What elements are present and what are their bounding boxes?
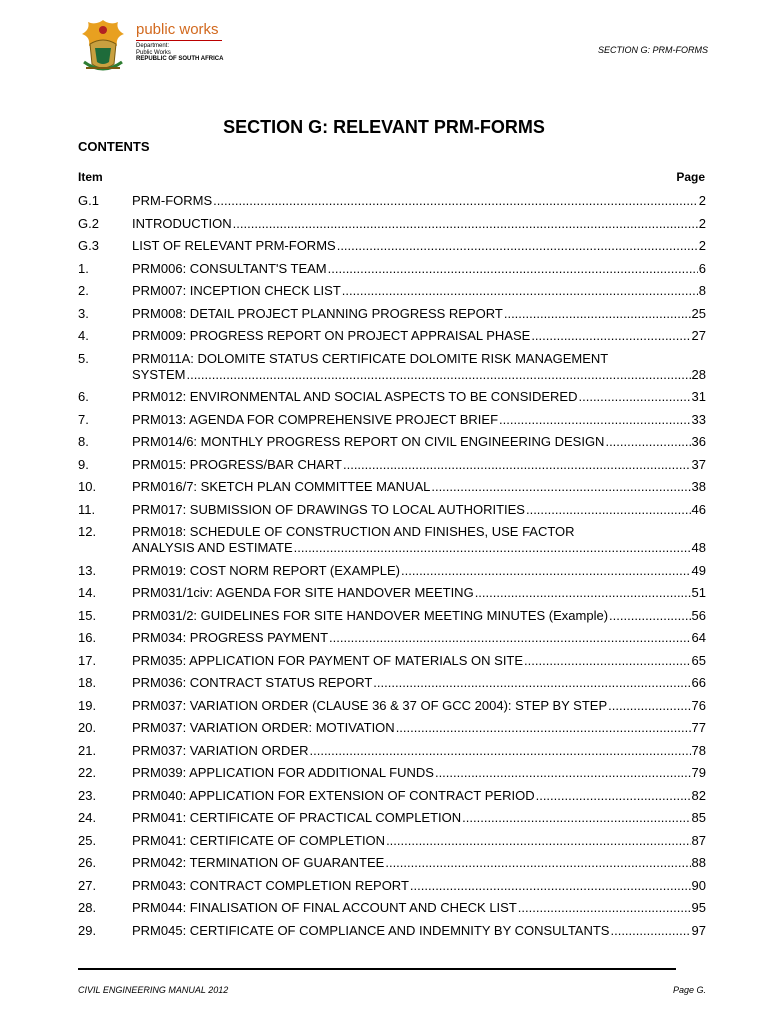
contents-label: CONTENTS (78, 139, 150, 154)
toc-entry-number: 1. (78, 260, 89, 276)
footer-manual-title: CIVIL ENGINEERING MANUAL 2012 (78, 985, 229, 995)
toc-entry-number: 4. (78, 328, 89, 343)
toc-entry[interactable] (78, 479, 706, 495)
toc-entry-title: PRM018: SCHEDULE OF CONSTRUCTION AND FINISHES, USE FACTOR (132, 524, 575, 539)
toc-entry[interactable] (78, 653, 706, 669)
dot-leader (186, 367, 690, 383)
toc-entry-page: 48 (691, 540, 706, 555)
toc-entry-title: PRM044: FINALISATION OF FINAL ACCOUNT AND CHECK LIST (132, 900, 517, 915)
toc-entry-page: 2 (698, 238, 706, 253)
page-title: SECTION G: RELEVANT PRM-FORMS (223, 117, 545, 137)
toc-entry-number: G.3 (78, 238, 99, 253)
toc-entry-title: PRM035: APPLICATION FOR PAYMENT OF MATERIALS ON SITE (132, 652, 524, 668)
toc-entry-page: 37 (691, 456, 706, 472)
coat-of-arms-icon (78, 18, 128, 74)
toc-entry-number: 12. (78, 524, 97, 539)
toc-entry-page: 77 (691, 720, 706, 735)
dot-leader (579, 389, 691, 405)
toc-entry-number: 27. (78, 877, 97, 893)
dot-leader (310, 743, 691, 759)
toc-entry-number: 28. (78, 900, 97, 915)
toc-entry-number: 10. (78, 479, 97, 494)
toc-entry[interactable] (78, 788, 706, 804)
toc-entry-title: PRM011A: DOLOMITE STATUS CERTIFICATE DOLOMITE RISK MANAGEMENT (132, 350, 609, 366)
toc-entry-title: PRM043: CONTRACT COMPLETION REPORT (132, 877, 409, 893)
toc-entry-number: 22. (78, 765, 97, 780)
item-column-header: Item (78, 170, 103, 184)
toc-entry-page: 2 (698, 215, 706, 231)
toc-entry-number: 15. (78, 607, 97, 623)
dot-leader (233, 216, 698, 232)
toc-entry-number: 17. (78, 652, 97, 668)
toc-entry-title: PRM031/1civ: AGENDA FOR SITE HANDOVER MEETING (132, 585, 474, 600)
section-label: SECTION G: PRM-FORMS (598, 45, 708, 55)
dept-line-1: Department: (136, 43, 170, 49)
toc-entry-page: 51 (691, 585, 706, 600)
toc-entry[interactable] (78, 810, 706, 826)
dot-leader (462, 810, 690, 826)
toc-entry-number: 2. (78, 283, 89, 298)
dot-leader (213, 193, 698, 209)
dot-leader (343, 457, 691, 473)
toc-entry-number: 21. (78, 742, 97, 758)
dot-leader (499, 412, 691, 428)
toc-entry-number: 18. (78, 675, 97, 690)
toc-entry-page: 76 (691, 697, 706, 713)
dot-leader (431, 479, 690, 495)
toc-entry-page: 49 (691, 562, 706, 578)
toc-entry-title: PRM015: PROGRESS/BAR CHART (132, 456, 342, 472)
toc-entry-page: 25 (691, 305, 706, 321)
toc-entry-number: 23. (78, 787, 97, 803)
toc-entry-title: PRM013: AGENDA FOR COMPREHENSIVE PROJECT BRIEF (132, 411, 499, 427)
toc-entry-page: 38 (691, 479, 706, 494)
toc-entry-title: PRM006: CONSULTANT'S TEAM (132, 260, 327, 276)
dot-leader (524, 653, 690, 669)
toc-entry-number: 29. (78, 922, 97, 938)
toc-entry-title: PRM014/6: MONTHLY PROGRESS REPORT ON CIVIL ENGINEERING DESIGN (132, 434, 605, 449)
toc-entry-page: 2 (698, 193, 706, 208)
toc-entry-number: G.2 (78, 215, 99, 231)
dot-leader (342, 283, 698, 299)
toc-entry-number: 19. (78, 697, 97, 713)
page-column-header: Page (676, 170, 705, 184)
toc-entry-title: PRM037: VARIATION ORDER (132, 742, 309, 758)
toc-entry-page: 31 (691, 389, 706, 404)
toc-entry[interactable] (78, 833, 706, 849)
dept-line-3: REPUBLIC OF SOUTH AFRICA (136, 56, 224, 62)
toc-entry-title: PRM036: CONTRACT STATUS REPORT (132, 675, 373, 690)
toc-entry-number: G.1 (78, 193, 99, 208)
toc-entry[interactable] (78, 389, 706, 405)
toc-entry[interactable] (78, 261, 706, 277)
toc-entry-title: PRM037: VARIATION ORDER (CLAUSE 36 & 37 OF GCC 2004): STEP BY STEP (132, 697, 608, 713)
toc-entry[interactable] (78, 351, 706, 383)
toc-entry-page: 88 (691, 855, 706, 870)
toc-entry[interactable] (78, 328, 706, 344)
toc-entry-page: 33 (691, 411, 706, 427)
toc-entry[interactable] (78, 878, 706, 894)
dot-leader (435, 765, 691, 781)
toc-entry-number: 14. (78, 585, 97, 600)
toc-entry-number: 20. (78, 720, 97, 735)
toc-entry-title: INTRODUCTION (132, 215, 232, 231)
toc-entry[interactable] (78, 698, 706, 714)
toc-entry-title: PRM-FORMS (132, 193, 213, 208)
toc-entry-title: PRM008: DETAIL PROJECT PLANNING PROGRESS REPORT (132, 305, 503, 321)
toc-entry[interactable] (78, 412, 706, 428)
toc-entry-title: LIST OF RELEVANT PRM-FORMS (132, 238, 336, 253)
toc-entry-page: 6 (698, 260, 706, 276)
dot-leader (373, 675, 690, 691)
toc-entry-number: 8. (78, 434, 89, 449)
toc-entry[interactable] (78, 306, 706, 322)
dot-leader (610, 923, 690, 939)
toc-entry[interactable] (78, 743, 706, 759)
dot-leader (536, 788, 691, 804)
toc-entry-title: PRM017: SUBMISSION OF DRAWINGS TO LOCAL AUTHORITIES (132, 501, 525, 517)
toc-entry-number: 11. (78, 501, 96, 517)
dot-leader (526, 502, 691, 518)
toc-entry-title-continued: ANALYSIS AND ESTIMATE (132, 540, 293, 555)
toc-entry[interactable] (78, 630, 706, 646)
toc-entry[interactable] (78, 855, 706, 871)
dept-line-2: Public Works (136, 49, 171, 56)
toc-entry[interactable] (78, 524, 706, 556)
dot-leader (475, 585, 691, 601)
toc-entry-page: 64 (691, 630, 706, 645)
toc-entry-title: PRM045: CERTIFICATE OF COMPLIANCE AND INDEMNITY BY CONSULTANTS (132, 922, 610, 938)
toc-entry-page: 95 (691, 900, 706, 915)
toc-entry-number: 7. (78, 411, 89, 427)
toc-entry-title: PRM034: PROGRESS PAYMENT (132, 630, 329, 645)
toc-entry-title: PRM041: CERTIFICATE OF PRACTICAL COMPLETION (132, 810, 462, 825)
toc-entry[interactable] (78, 675, 706, 691)
toc-entry-number: 26. (78, 855, 97, 870)
dot-leader (385, 855, 690, 871)
toc-entry-title: PRM040: APPLICATION FOR EXTENSION OF CONTRACT PERIOD (132, 787, 535, 803)
table-of-contents (78, 193, 706, 945)
toc-entry[interactable] (78, 434, 706, 450)
toc-entry-page: 85 (691, 810, 706, 825)
toc-entry-page: 28 (691, 366, 706, 382)
toc-entry-page: 46 (691, 501, 706, 517)
toc-entry[interactable] (78, 765, 706, 781)
toc-entry-page: 27 (691, 328, 706, 343)
toc-entry-page: 78 (691, 742, 706, 758)
toc-entry-page: 82 (691, 787, 706, 803)
toc-entry-number: 6. (78, 389, 89, 404)
toc-entry-title: PRM042: TERMINATION OF GUARANTEE (132, 855, 385, 870)
toc-entry[interactable] (78, 283, 706, 299)
dot-leader (410, 878, 691, 894)
toc-entry-title: PRM009: PROGRESS REPORT ON PROJECT APPRAISAL PHASE (132, 328, 531, 343)
dot-leader (386, 833, 690, 849)
footer-divider (78, 968, 676, 970)
toc-entry-title: PRM041: CERTIFICATE OF COMPLETION (132, 832, 386, 848)
toc-entry-page: 97 (691, 922, 706, 938)
toc-entry-title: PRM012: ENVIRONMENTAL AND SOCIAL ASPECTS TO BE CONSIDERED (132, 389, 578, 404)
toc-entry[interactable] (78, 608, 706, 624)
page-header (78, 18, 708, 74)
footer-page-label: Page G. (672, 985, 706, 995)
toc-entry[interactable] (78, 457, 706, 473)
toc-entry[interactable] (78, 238, 706, 254)
dot-leader (531, 328, 690, 344)
dot-leader (605, 434, 690, 450)
toc-entry[interactable] (78, 502, 706, 518)
toc-entry-number: 24. (78, 810, 97, 825)
dot-leader (328, 261, 698, 277)
brand-divider (136, 40, 222, 41)
dot-leader (608, 698, 690, 714)
toc-entry-page: 79 (691, 765, 706, 780)
dot-leader (401, 563, 691, 579)
toc-entry[interactable] (78, 193, 706, 209)
toc-entry-number: 5. (78, 350, 89, 366)
toc-entry-page: 87 (691, 832, 706, 848)
dot-leader (518, 900, 691, 916)
brand-block (136, 22, 223, 63)
toc-entry[interactable] (78, 900, 706, 916)
toc-entry[interactable] (78, 923, 706, 939)
dot-leader (294, 540, 691, 556)
toc-entry-title: PRM007: INCEPTION CHECK LIST (132, 283, 341, 298)
toc-entry-page: 36 (691, 434, 706, 449)
toc-entry[interactable] (78, 216, 706, 232)
toc-entry-number: 25. (78, 832, 97, 848)
toc-entry-number: 13. (78, 562, 97, 578)
toc-entry-number: 3. (78, 305, 89, 321)
brand-name: public works (136, 21, 219, 38)
toc-entry-title: PRM019: COST NORM REPORT (EXAMPLE) (132, 562, 401, 578)
toc-entry-page: 66 (691, 675, 706, 690)
dot-leader (329, 630, 691, 646)
toc-entry-title-continued: SYSTEM (132, 366, 186, 382)
toc-entry-title: PRM039: APPLICATION FOR ADDITIONAL FUNDS (132, 765, 434, 780)
toc-entry-page: 90 (691, 877, 706, 893)
toc-entry-page: 65 (691, 652, 706, 668)
toc-entry-number: 9. (78, 456, 89, 472)
toc-entry[interactable] (78, 585, 706, 601)
toc-entry[interactable] (78, 720, 706, 736)
dot-leader (396, 720, 691, 736)
toc-entry-page: 8 (698, 283, 706, 298)
toc-entry-page: 56 (691, 607, 706, 623)
dot-leader (337, 238, 698, 254)
dot-leader (504, 306, 691, 322)
toc-entry-number: 16. (78, 630, 97, 645)
dot-leader (609, 608, 691, 624)
toc-entry[interactable] (78, 563, 706, 579)
toc-entry-title: PRM037: VARIATION ORDER: MOTIVATION (132, 720, 395, 735)
toc-entry-title: PRM031/2: GUIDELINES FOR SITE HANDOVER MEETING MINUTES (Example) (132, 607, 609, 623)
toc-entry-title: PRM016/7: SKETCH PLAN COMMITTEE MANUAL (132, 479, 431, 494)
